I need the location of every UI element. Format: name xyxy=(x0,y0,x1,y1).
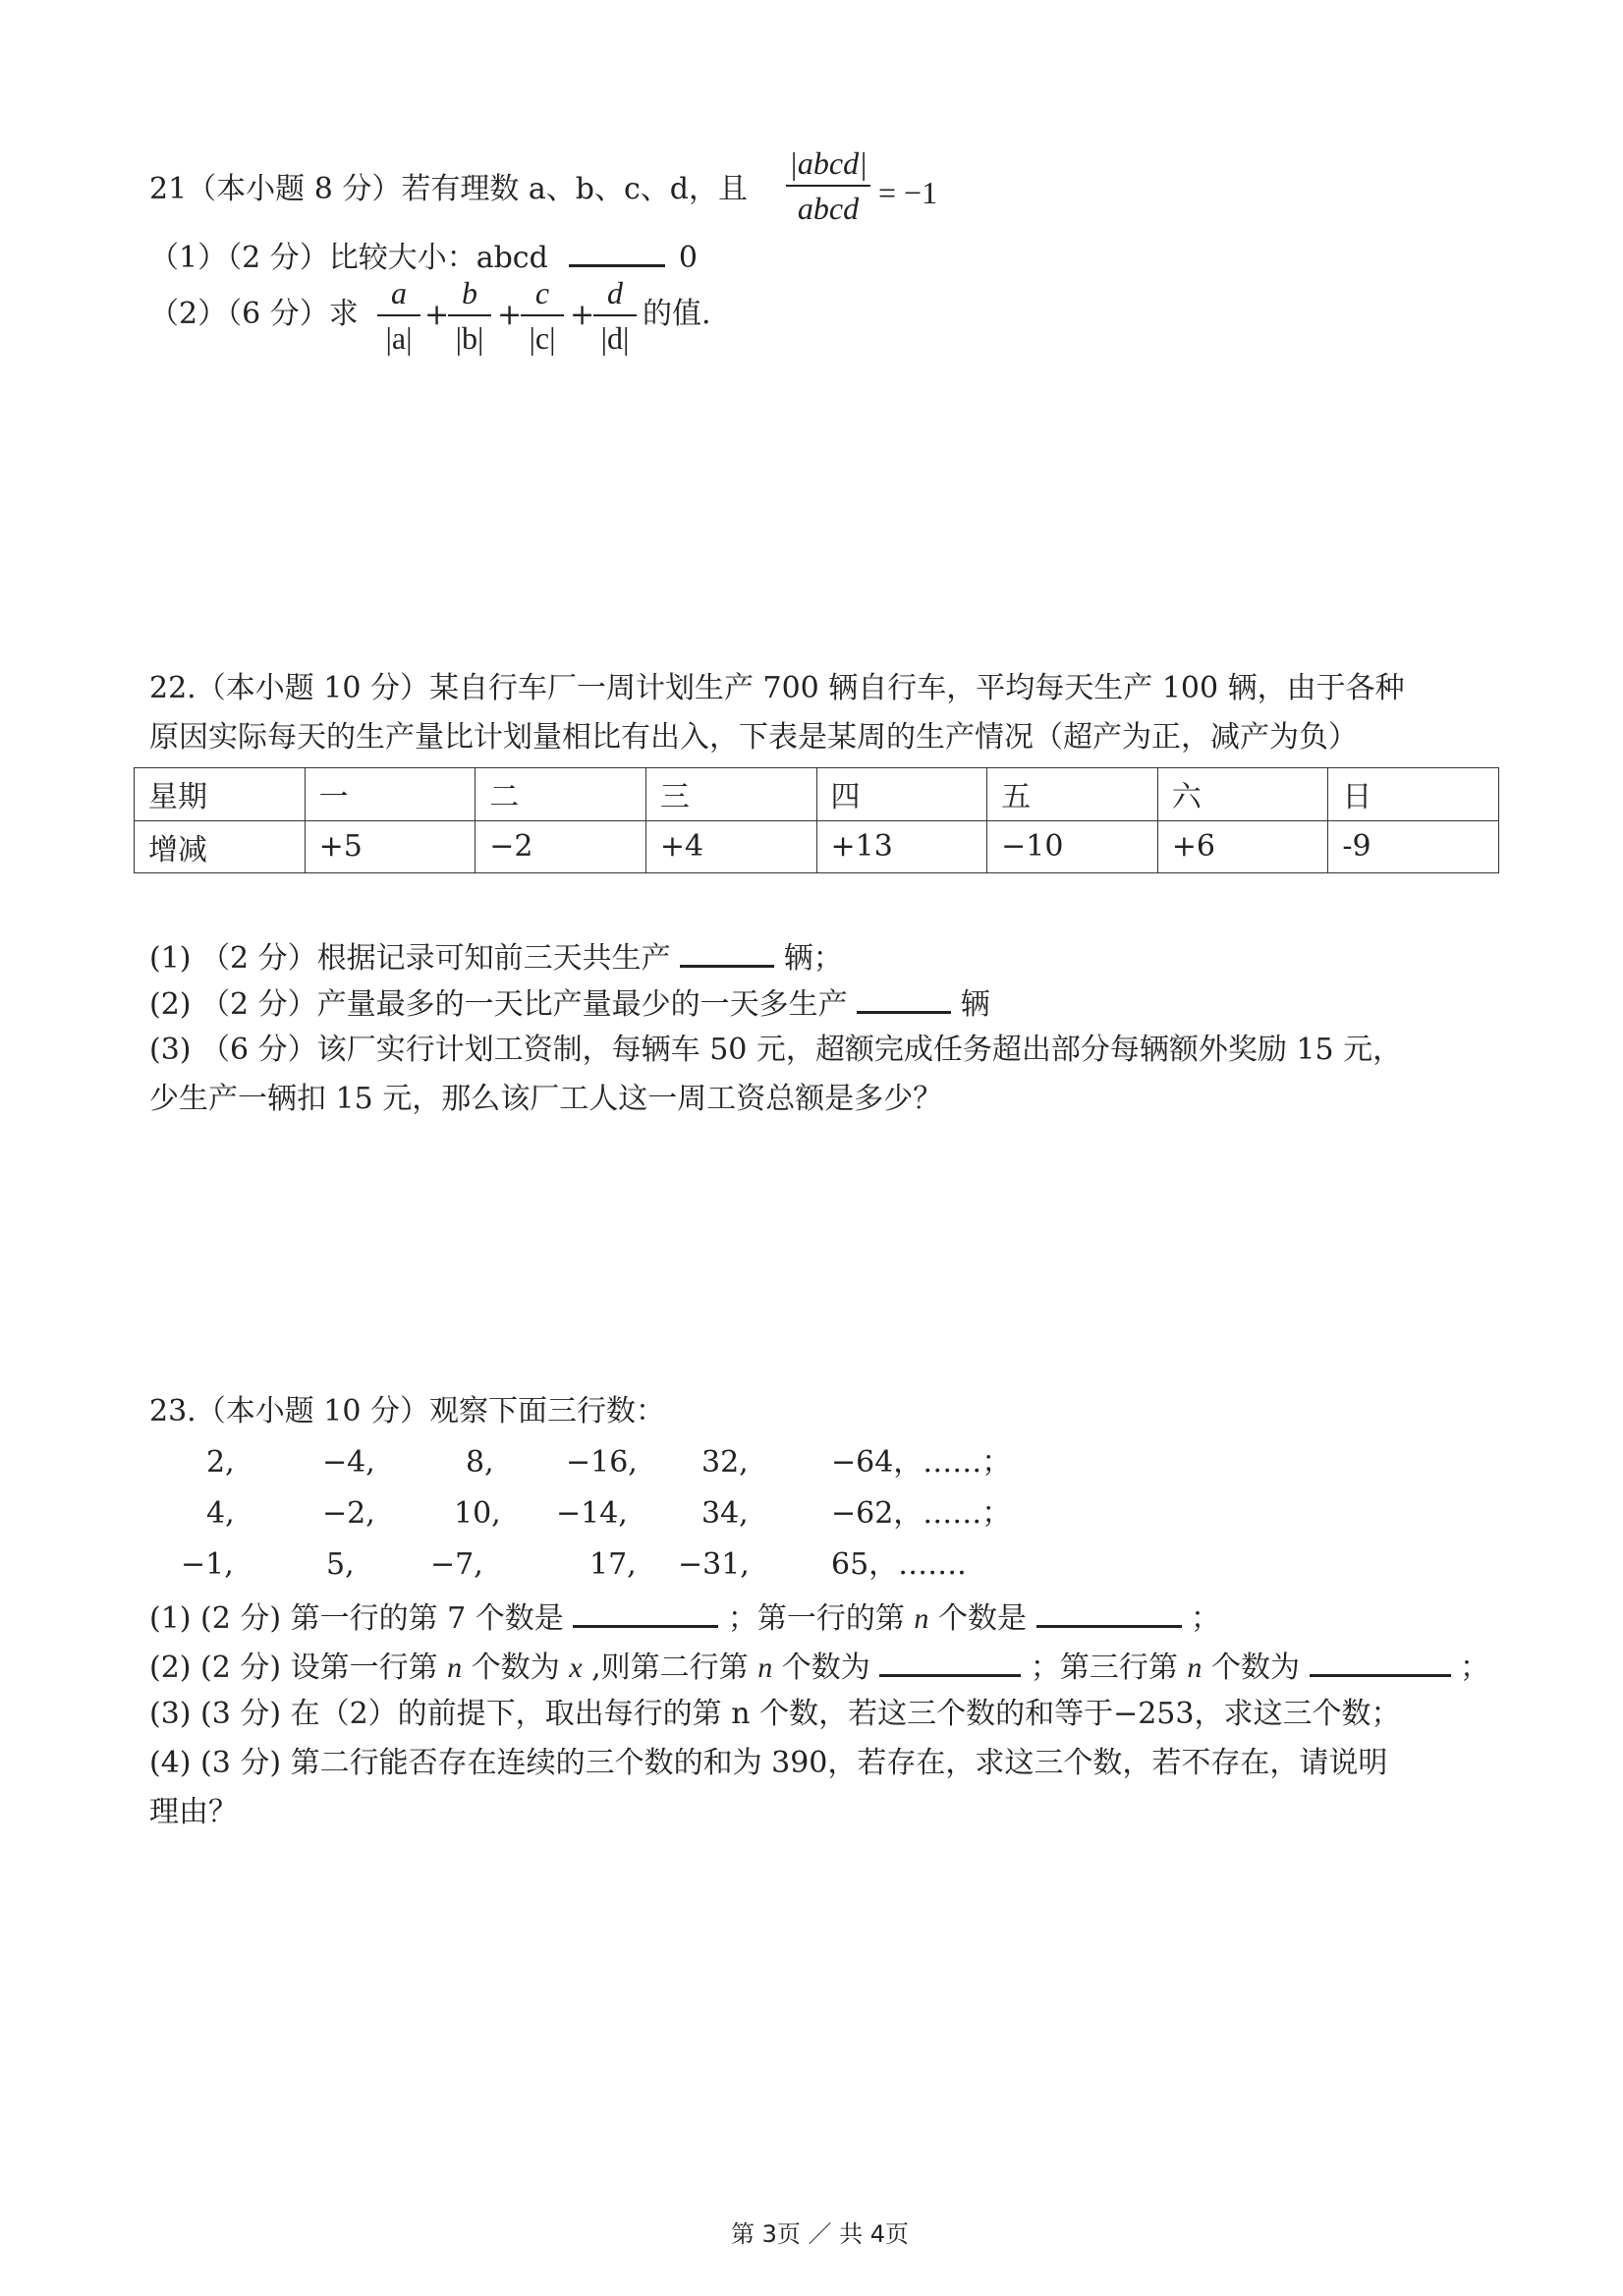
table-cell: −2 xyxy=(476,820,646,873)
sequence-number: 8, xyxy=(466,1445,494,1480)
q23-header: 23.（本小题 10 分）观察下面三行数： xyxy=(149,1394,665,1428)
page-number: 第 3页 ／ 共 4页 xyxy=(731,2220,910,2248)
variable-x: x xyxy=(569,1652,583,1684)
q23-part2-text-f: 个数为 xyxy=(1210,1651,1300,1685)
sequence-number: −14, xyxy=(556,1496,628,1531)
table-cell: 六 xyxy=(1157,768,1328,821)
q23-part2-end: ； xyxy=(1460,1651,1490,1685)
q21-fraction-d-num: d xyxy=(607,275,623,310)
variable-n: n xyxy=(1187,1652,1203,1684)
q23-part1 xyxy=(149,1601,1220,1634)
variable-n: n xyxy=(914,1602,929,1635)
sequence-number: 34, xyxy=(701,1496,749,1531)
answer-blank[interactable] xyxy=(680,941,774,968)
q21-part2-suffix: 的值. xyxy=(643,297,711,331)
plus-sign: + xyxy=(497,298,523,332)
variable-n: n xyxy=(757,1652,773,1684)
q21-fraction-b-den: |b| xyxy=(455,320,484,356)
answer-blank[interactable] xyxy=(857,987,951,1014)
q23-part1-text-c: 个数是 xyxy=(937,1601,1027,1636)
q23-part2-text-e: ；第三行第 xyxy=(1030,1651,1178,1685)
table-cell: 星期 xyxy=(135,768,306,821)
fraction-bar xyxy=(786,185,870,187)
q21-condition-fraction xyxy=(786,147,870,224)
sequence-number: 32, xyxy=(701,1445,749,1480)
sequence-number: −31, xyxy=(678,1547,750,1582)
sequence-number: 65，……. xyxy=(831,1547,967,1582)
table-cell: 四 xyxy=(816,768,987,821)
q21-part1-text: （1）（2 分）比较大小：abcd xyxy=(149,241,548,275)
q23-part4-line1: (4) (3 分) 第二行能否存在连续的三个数的和为 390，若存在，求这三个数，若不存在，请说明 xyxy=(149,1746,1388,1780)
table-cell: 增减 xyxy=(135,820,306,873)
q21-condition-numerator: |abcd| xyxy=(789,145,867,181)
q22-part1-text: (1) （2 分）根据记录可知前三天共生产 xyxy=(149,941,671,976)
q21-fraction-a xyxy=(377,277,420,354)
table-cell: 二 xyxy=(476,768,646,821)
answer-blank[interactable] xyxy=(573,1601,718,1628)
sequence-number: 10, xyxy=(454,1496,501,1531)
sequence-number: −16, xyxy=(566,1445,638,1480)
answer-blank[interactable] xyxy=(1310,1651,1451,1677)
fraction-bar xyxy=(448,314,491,316)
sequence-number: −7, xyxy=(430,1547,483,1582)
q22-part2 xyxy=(149,987,990,1020)
q22-part3-line2: 少生产一辆扣 15 元，那么该厂工人这一周工资总额是多少？ xyxy=(149,1082,943,1116)
production-table xyxy=(134,767,1499,873)
q22-part1-after: 辆； xyxy=(783,941,843,976)
fraction-bar xyxy=(521,314,564,316)
q21-fraction-d-den: |d| xyxy=(600,320,630,356)
q23-part2-text-d: 个数为 xyxy=(781,1651,870,1685)
q23-part1-end: ； xyxy=(1191,1601,1221,1636)
sequence-number: −1, xyxy=(181,1547,234,1582)
q21-part1-after: 0 xyxy=(678,241,698,275)
q23-part2 xyxy=(149,1651,1489,1683)
sequence-number: 17, xyxy=(589,1547,637,1582)
table-cell: -9 xyxy=(1328,820,1499,873)
variable-n: n xyxy=(447,1652,463,1684)
q21-condition-denominator: abcd xyxy=(797,191,860,226)
q22-header-line1: 22.（本小题 10 分）某自行车厂一周计划生产 700 辆自行车，平均每天生产 100 辆，由于各种 xyxy=(149,671,1405,705)
q21-header: 21（本小题 8 分）若有理数 a、b、c、d，且 xyxy=(149,172,748,206)
q23-part2-text-c: ,则第二行第 xyxy=(591,1651,749,1685)
table-cell: 五 xyxy=(987,768,1158,821)
sequence-number: 4, xyxy=(206,1496,235,1531)
q22-header-line2: 原因实际每天的生产量比计划量相比有出入，下表是某周的生产情况（超产为正，减产为负） xyxy=(149,720,1358,755)
table-cell: +13 xyxy=(816,820,987,873)
q22-part2-after: 辆 xyxy=(960,987,990,1022)
table-cell: +5 xyxy=(305,820,476,873)
q22-part3-line1: (3) （6 分）该厂实行计划工资制，每辆车 50 元，超额完成任务超出部分每辆额外奖励 15 元， xyxy=(149,1033,1403,1067)
q21-fraction-a-num: a xyxy=(391,275,407,310)
answer-blank[interactable] xyxy=(879,1651,1021,1677)
table-cell: 一 xyxy=(305,768,476,821)
sequence-number: −2, xyxy=(322,1496,375,1531)
q21-fraction-b-num: b xyxy=(462,275,477,310)
q23-part3: (3) (3 分) 在（2）的前提下，取出每行的第 n 个数，若这三个数的和等于−253，求这三个数； xyxy=(149,1697,1401,1731)
fraction-bar xyxy=(593,314,637,316)
q21-fraction-c-den: |c| xyxy=(529,320,556,356)
sequence-number: −62，……； xyxy=(831,1496,1012,1531)
table-cell: −10 xyxy=(987,820,1158,873)
sequence-number: 2, xyxy=(206,1445,235,1480)
sequence-number: −64，……； xyxy=(831,1445,1012,1480)
table-cell: +4 xyxy=(645,820,816,873)
q22-part1 xyxy=(149,941,843,974)
sequence-number: −4, xyxy=(322,1445,375,1480)
answer-blank[interactable] xyxy=(1036,1601,1182,1628)
answer-blank[interactable] xyxy=(569,241,665,267)
q23-part4-line2: 理由？ xyxy=(149,1795,238,1829)
plus-sign: + xyxy=(570,298,595,332)
fraction-bar xyxy=(377,314,420,316)
sequence-number: 5, xyxy=(326,1547,355,1582)
q21-fraction-d xyxy=(593,277,637,354)
table-header-row xyxy=(135,768,1499,821)
q23-part1-text: (1) (2 分) 第一行的第 7 个数是 xyxy=(149,1601,564,1636)
q21-part1 xyxy=(149,241,698,273)
q23-part2-text-a: (2) (2 分) 设第一行第 xyxy=(149,1651,438,1685)
q21-condition-rhs: = −1 xyxy=(878,175,938,210)
q21-part2-prefix: （2）（6 分）求 xyxy=(149,297,359,331)
q23-part1-text-b: ；第一行的第 xyxy=(727,1601,905,1636)
q21-fraction-c xyxy=(521,277,564,354)
table-row xyxy=(135,820,1499,873)
plus-sign: + xyxy=(424,298,450,332)
q23-part2-text-b: 个数为 xyxy=(471,1651,560,1685)
table-cell: 三 xyxy=(645,768,816,821)
q21-fraction-b xyxy=(448,277,491,354)
table-cell: 日 xyxy=(1328,768,1499,821)
q21-fraction-a-den: |a| xyxy=(385,320,413,356)
q22-part2-text: (2) （2 分）产量最多的一天比产量最少的一天多生产 xyxy=(149,987,848,1022)
table-cell: +6 xyxy=(1157,820,1328,873)
q21-fraction-c-num: c xyxy=(534,275,550,310)
